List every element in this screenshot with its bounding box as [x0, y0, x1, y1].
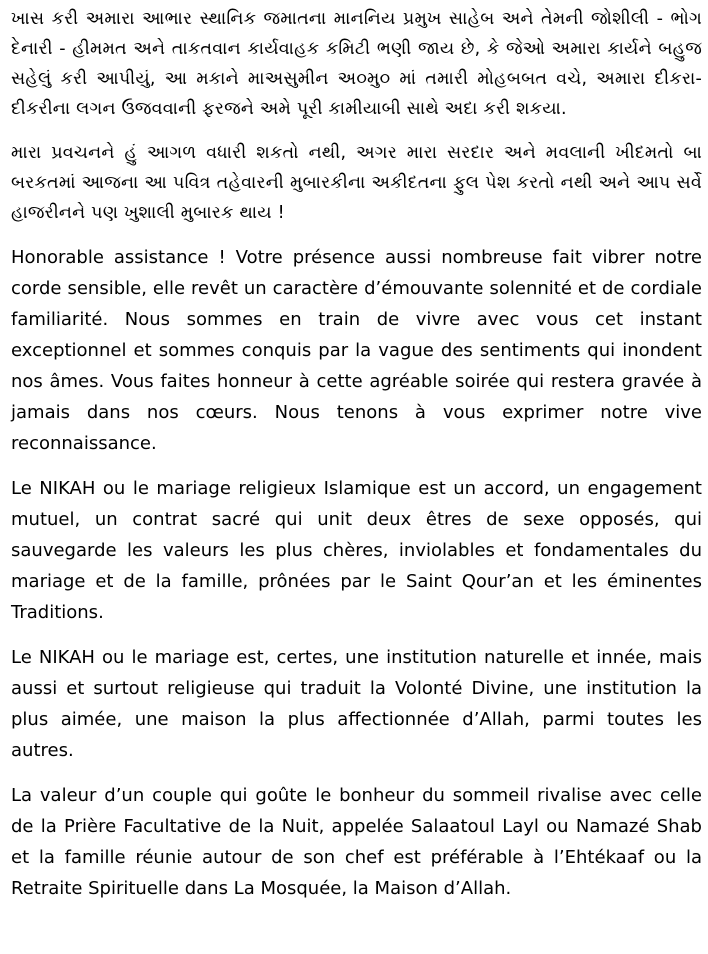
- french-paragraph-welcome: Honorable assistance ! Votre présence aussi nombreuse fait vibrer notre corde sensible, elle revêt un caractère d’émouvante solennité et de cordiale familiarité. Nous sommes en train de vivre avec vous cet instant exceptionnel et sommes conquis par la vague des sentiments qui inondent nos âmes. Vous faites honneur à cette agréable soirée qui restera gravée à jamais dans nos cœurs. Nous tenons à vous exprimer notre vive reconnaissance.: [11, 247, 702, 454]
- french-paragraph-nikah-definition: Le NIKAH ou le mariage religieux Islamique est un accord, un engagement mutuel, un contrat sacré qui unit deux êtres de sexe opposés, qui sauvegarde les valeurs les plus chères, inviolables et fondamentales du mariage et de la famille, prônées par le Saint Qour’an et les éminentes Traditions.: [11, 478, 702, 623]
- gujarati-paragraph-blessing: મારા પ્રવચનને હું આગળ વધારી શકતો નથી, અગર મારા સરદાર અને મવલાની ખીદમતો બા બરકતમાં આજના આ પવિત્ર તહેવારની મુબારકીના અકીદતના ફુલ પેશ કરતો નથી અને આપ સર્વે હાજરીનને પણ ખુશાલી મુબારક થાય !: [11, 143, 702, 223]
- french-paragraph-nikah-institution: Le NIKAH ou le mariage est, certes, une institution naturelle et innée, mais aussi et surtout religieuse qui traduit la Volonté Divine, une institution la plus aimée, une maison la plus affectionnée d’Allah, parmi toutes les autres.: [11, 647, 702, 761]
- gujarati-paragraph-thanks: ખાસ કરી અમારા આભાર સ્થાનિક જમાતના માનનિય પ્રમુખ સાહેબ અને તેમની જોશીલી - ભોગ દેનારી - હીમમત અને તાકતવાન કાર્યવાહક કમિટી ભણી જાય છે, કે જેઓ અમારા કાર્યને બહુજ સહેલું કરી આપીયું, આ મકાને માઅસુમીન અ૦મુ૦ માં તમારી મોહબબત વચે, અમારા દીકરા-દીકરીના લગન ઉજવવાની ફરજને અમે પૂરી કામીયાબી સાથે અદા કરી શકયા.: [11, 9, 702, 119]
- french-paragraph-couple-value: La valeur d’un couple qui goûte le bonheur du sommeil rivalise avec celle de la Prière Facultative de la Nuit, appelée Salaatoul Layl ou Namazé Shab et la famille réunie autour de son chef est préférable à l’Ehtékaaf ou la Retraite Spirituelle dans La Mosquée, la Maison d’Allah.: [11, 785, 702, 899]
